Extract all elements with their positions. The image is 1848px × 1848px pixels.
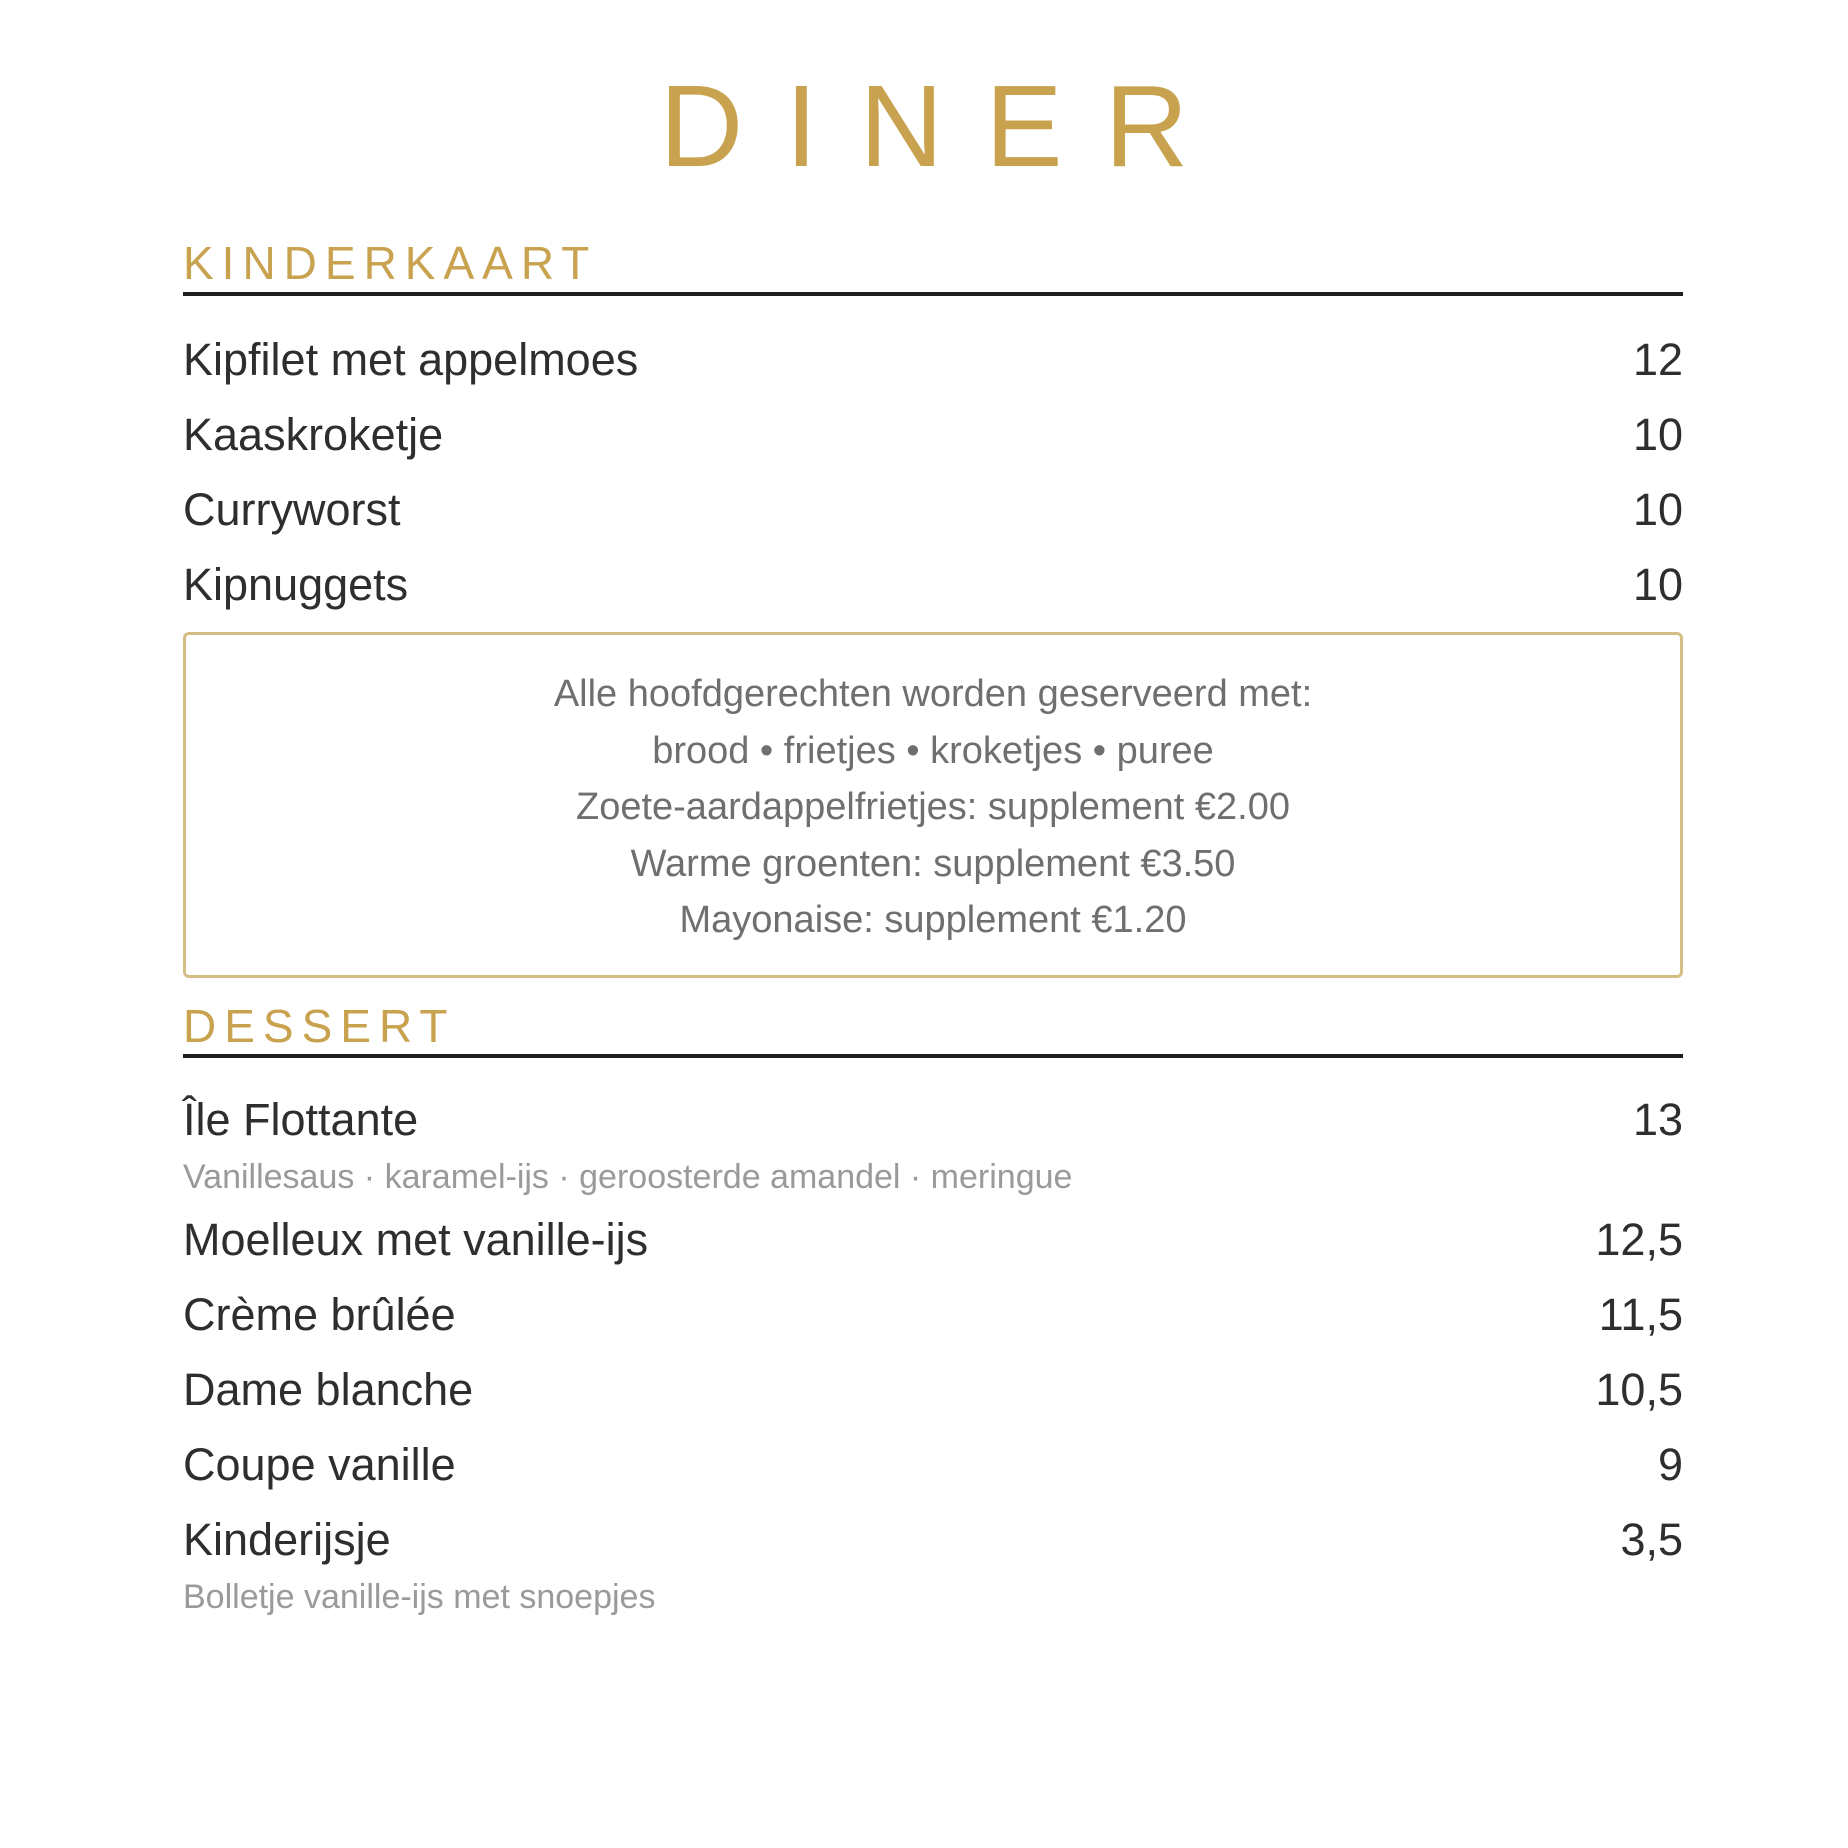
menu-item-price: 9: [1657, 1439, 1683, 1490]
note-line: Warme groenten: supplement €3.50: [630, 843, 1236, 885]
note-line: Zoete-aardappelfrietjes: supplement €2.00: [575, 786, 1290, 828]
menu-item-price: 10: [1632, 559, 1683, 610]
menu-item: [183, 405, 1683, 465]
menu-item-name: Kipnuggets: [183, 559, 409, 610]
menu-item-name: Kipfilet met appelmoes: [183, 334, 639, 385]
menu-item-price: 12,5: [1595, 1214, 1683, 1265]
menu-item-price: 11,5: [1598, 1289, 1683, 1340]
menu-item: [183, 555, 1683, 615]
menu-item: [183, 1090, 1683, 1150]
note-line: brood • frietjes • kroketjes • puree: [652, 730, 1214, 772]
section-heading-kinderkaart: KINDERKAART: [183, 237, 598, 289]
menu-item-price: 3,5: [1620, 1514, 1683, 1565]
menu-item-price: 10: [1632, 484, 1683, 535]
menu-item-name: Kaaskroketje: [183, 409, 444, 460]
menu-item-name: Moelleux met vanille-ijs: [183, 1214, 649, 1265]
menu-item-price: 10,5: [1595, 1364, 1683, 1415]
menu-item-price: 13: [1632, 1094, 1683, 1145]
note-line: Mayonaise: supplement €1.20: [679, 899, 1187, 941]
menu-item: [183, 1285, 1683, 1345]
menu-item-description: Vanillesaus · karamel-ijs · geroosterde amandel · meringue: [183, 1158, 1073, 1196]
menu-item: [183, 1210, 1683, 1270]
menu-item-price: 10: [1632, 409, 1683, 460]
menu-item: [183, 1360, 1683, 1420]
section-divider: [183, 1054, 1683, 1058]
menu-item: [183, 1435, 1683, 1495]
menu-item: [183, 1510, 1683, 1570]
note-line: Alle hoofdgerechten worden geserveerd met:: [553, 673, 1313, 715]
page-title: DINER: [659, 61, 1231, 191]
menu-item-name: Kinderijsje: [183, 1514, 391, 1565]
menu-item-name: Crème brûlée: [183, 1289, 456, 1340]
menu-item: [183, 330, 1683, 390]
menu-item-name: Dame blanche: [183, 1364, 474, 1415]
menu-item-name: Coupe vanille: [183, 1439, 456, 1490]
menu-item-name: Île Flottante: [183, 1094, 419, 1145]
menu-item-name: Curryworst: [183, 484, 401, 535]
section-divider: [183, 292, 1683, 296]
menu-item: [183, 480, 1683, 540]
menu-item-description: Bolletje vanille-ijs met snoepjes: [183, 1578, 656, 1616]
section-heading-dessert: DESSERT: [183, 1000, 456, 1052]
menu-item-price: 12: [1632, 334, 1683, 385]
